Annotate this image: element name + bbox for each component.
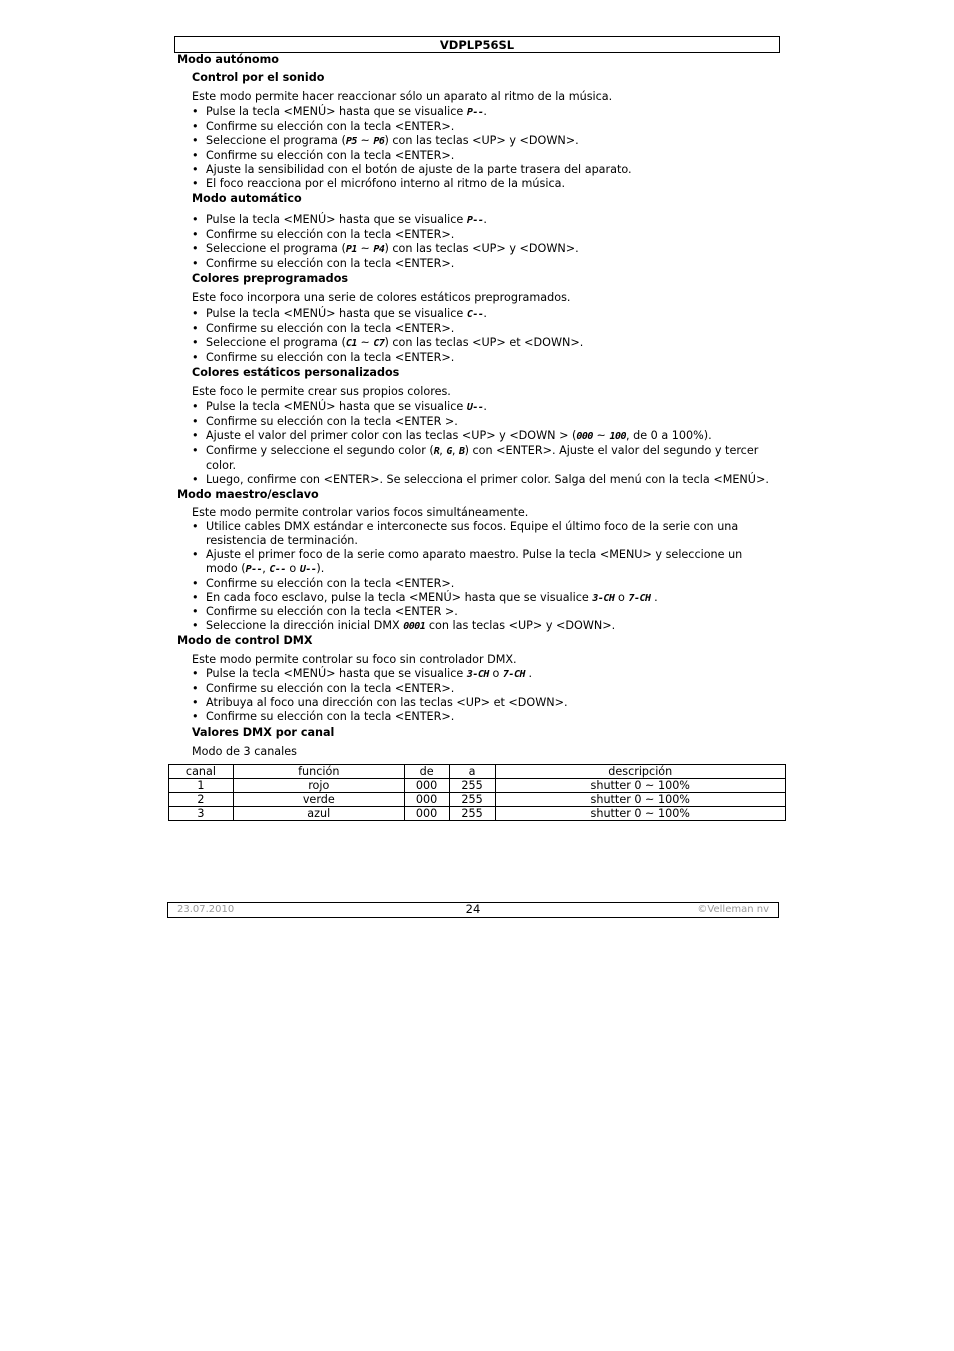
list-item: • Pulse la tecla <MENÚ> hasta que se visualice P--. (192, 105, 632, 120)
list-item: • Seleccione el programa (C1 ~ C7) con las teclas <UP> et <DOWN>. (192, 336, 583, 351)
lcd-code: P6 (373, 135, 385, 147)
custom-steps-list (192, 400, 769, 486)
list-item: • Utilice cables DMX estándar e interconecte sus focos. Equipe el último foco de la serie con una resistencia de terminación. (192, 520, 742, 548)
lcd-code: P1 (345, 243, 357, 255)
lcd-code: 000 (576, 430, 593, 442)
list-item: • Ajuste el primer foco de la serie como aparato maestro. Pulse la tecla <MENU> y seleccione un modo (P--, C-- o U--). (192, 548, 742, 577)
preset-steps-list (192, 307, 583, 365)
table-row (169, 807, 786, 821)
lcd-code: 0001 (403, 621, 426, 633)
custom-intro: Este foco le permite crear sus propios colores. (192, 385, 451, 398)
lcd-code: U-- (299, 563, 317, 575)
table-cell: 000 (404, 779, 449, 793)
list-item: • Confirme su elección con la tecla <ENTER>. (192, 149, 632, 163)
lcd-code: P-- (466, 215, 484, 226)
table-header-row (169, 765, 786, 779)
lcd-code: C-- (466, 309, 484, 320)
list-item: • Confirme su elección con la tecla <ENTER >. (192, 605, 742, 619)
subsection-title-sound: Control por el sonido (192, 71, 325, 84)
lcd-code: C7 (373, 337, 385, 349)
sound-steps-list (192, 105, 632, 190)
lcd-code: B (459, 445, 465, 457)
lcd-code: 3-CH (592, 592, 615, 604)
section-title-dmx: Modo de control DMX (177, 634, 313, 647)
table-cell: 000 (404, 793, 449, 807)
values-mode: Modo de 3 canales (192, 745, 297, 758)
master-steps-list (192, 520, 742, 634)
list-item: • Confirme su elección con la tecla <ENTER>. (192, 351, 583, 365)
table-cell: 255 (449, 793, 495, 807)
table-cell: rojo (233, 779, 404, 793)
document-header (174, 36, 780, 53)
footer-date: 23.07.2010 (177, 904, 235, 915)
table-row (169, 793, 786, 807)
list-item: • El foco reacciona por el micrófono interno al ritmo de la música. (192, 177, 632, 191)
lcd-code: 100 (609, 430, 627, 442)
list-item: • Confirme su elección con la tecla <ENTER>. (192, 257, 579, 271)
sound-intro: Este modo permite hacer reaccionar sólo un aparato al ritmo de la música. (192, 90, 613, 103)
list-item: • En cada foco esclavo, pulse la tecla <MENÚ> hasta que se visualice 3-CH o 7-CH . (192, 591, 742, 606)
lcd-code: P4 (373, 243, 385, 255)
list-item: • Seleccione el programa (P1 ~ P4) con las teclas <UP> y <DOWN>. (192, 242, 579, 257)
list-item: • Pulse la tecla <MENÚ> hasta que se visualice U--. (192, 400, 769, 415)
list-item: • Luego, confirme con <ENTER>. Se selecciona el primer color. Salga del menú con la tecla <MENÚ>. (192, 473, 769, 487)
table-cell: 1 (169, 779, 234, 793)
preset-intro: Este foco incorpora una serie de colores estáticos preprogramados. (192, 291, 571, 304)
list-item: • Confirme y seleccione el segundo color (R, G, B) con <ENTER>. Ajuste el valor del segundo y tercer color. (192, 444, 769, 473)
dmx-steps-list (192, 667, 568, 724)
lcd-code: 3-CH (466, 669, 489, 680)
table-cell: shutter 0 ~ 100% (495, 807, 786, 821)
master-intro: Este modo permite controlar varios focos simultáneamente. (192, 506, 529, 519)
list-item: • Confirme su elección con la tecla <ENTER>. (192, 322, 583, 336)
section-title-master: Modo maestro/esclavo (177, 488, 319, 501)
lcd-code: P-- (466, 107, 484, 118)
table-cell: azul (233, 807, 404, 821)
auto-steps-list (192, 213, 579, 271)
list-item: • Pulse la tecla <MENÚ> hasta que se visualice 3-CH o 7-CH . (192, 667, 568, 682)
table-cell: 2 (169, 793, 234, 807)
lcd-code: R (433, 445, 440, 457)
table-cell: 255 (449, 779, 495, 793)
lcd-code: 7-CH (502, 669, 525, 680)
page-footer (167, 902, 779, 918)
table-cell: 3 (169, 807, 234, 821)
column-header: de (404, 765, 449, 779)
list-item: • Confirme su elección con la tecla <ENTER>. (192, 682, 568, 696)
dmx-channel-table (168, 764, 786, 821)
list-item: • Ajuste la sensibilidad con el botón de ajuste de la parte trasera del aparato. (192, 163, 632, 177)
subsection-title-preset: Colores preprogramados (192, 272, 349, 285)
model-name: VDPLP56SL (439, 38, 515, 52)
lcd-code: C-- (269, 563, 286, 575)
list-item: • Ajuste el valor del primer color con las teclas <UP> y <DOWN > (000 ~ 100, de 0 a 100%). (192, 429, 769, 444)
section-title-modo-autonomo: Modo autónomo (177, 53, 279, 66)
table-cell: shutter 0 ~ 100% (495, 779, 786, 793)
lcd-code: C1 (345, 337, 357, 349)
table-cell: shutter 0 ~ 100% (495, 793, 786, 807)
list-item: • Confirme su elección con la tecla <ENTER>. (192, 228, 579, 242)
table-row (169, 779, 786, 793)
table-cell: verde (233, 793, 404, 807)
subsection-title-custom: Colores estáticos personalizados (192, 366, 400, 379)
list-item: • Atribuya al foco una dirección con las teclas <UP> et <DOWN>. (192, 696, 568, 710)
lcd-code: U-- (466, 402, 484, 413)
subsection-title-auto: Modo automático (192, 192, 302, 205)
table-cell: 000 (404, 807, 449, 821)
page-number: 24 (465, 902, 481, 916)
list-item: • Seleccione el programa (P5 ~ P6) con las teclas <UP> y <DOWN>. (192, 134, 632, 149)
dmx-intro: Este modo permite controlar su foco sin controlador DMX. (192, 653, 517, 666)
list-item: • Pulse la tecla <MENÚ> hasta que se visualice P--. (192, 213, 579, 228)
list-item: • Pulse la tecla <MENÚ> hasta que se visualice C--. (192, 307, 583, 322)
list-item: • Seleccione la dirección inicial DMX 0001 con las teclas <UP> y <DOWN>. (192, 619, 742, 634)
column-header: descripción (495, 765, 786, 779)
list-item: • Confirme su elección con la tecla <ENTER>. (192, 710, 568, 724)
lcd-code: P5 (345, 135, 357, 147)
list-item: • Confirme su elección con la tecla <ENTER>. (192, 120, 632, 134)
lcd-code: G (446, 445, 452, 457)
lcd-code: 7-CH (628, 592, 651, 604)
list-item: • Confirme su elección con la tecla <ENTER >. (192, 415, 769, 429)
column-header: a (449, 765, 495, 779)
column-header: canal (169, 765, 234, 779)
footer-copyright: ©Velleman nv (697, 904, 769, 915)
column-header: función (233, 765, 404, 779)
lcd-code: P-- (245, 563, 263, 575)
subsection-title-values: Valores DMX por canal (192, 726, 335, 739)
list-item: • Confirme su elección con la tecla <ENTER>. (192, 577, 742, 591)
table-cell: 255 (449, 807, 495, 821)
